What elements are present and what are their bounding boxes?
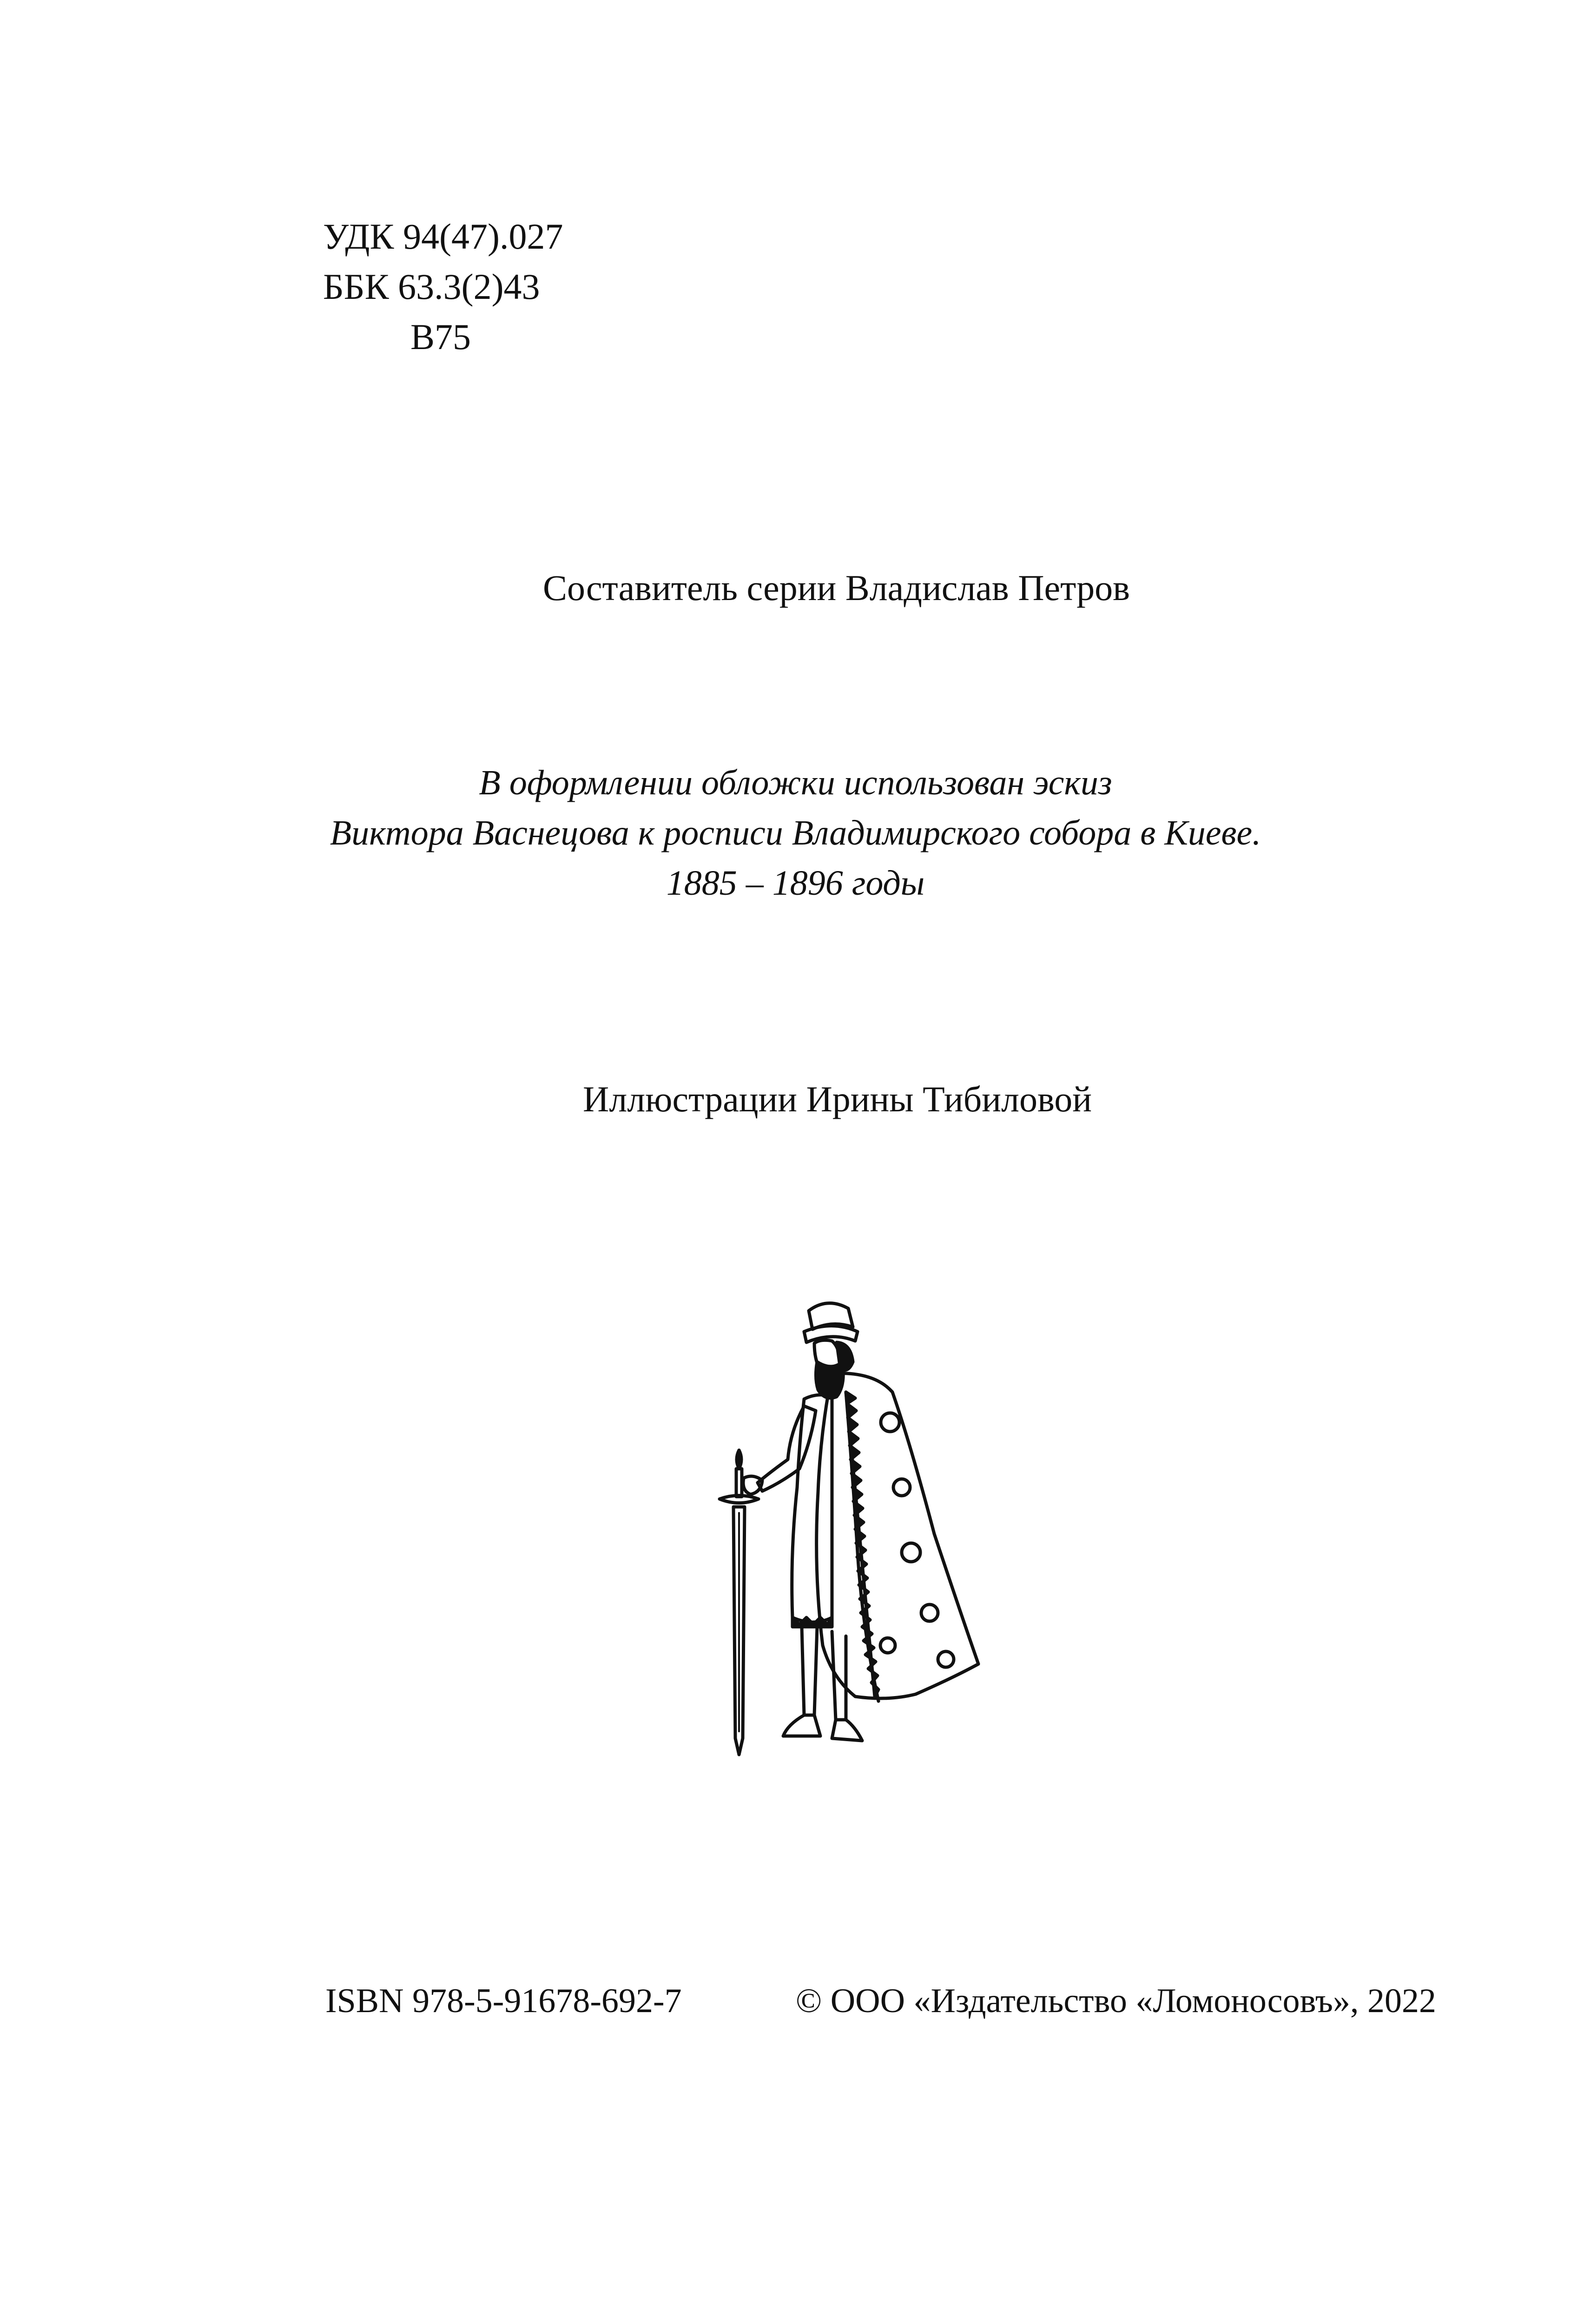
cover-note-line: В оформлении обложки использован эскиз	[479, 763, 1112, 802]
isbn: ISBN 978-5-91678-692-7	[325, 1982, 682, 2020]
cloak-ornament	[893, 1479, 910, 1496]
right-boot	[832, 1720, 862, 1741]
copyright: © ООО «Издательство «Ломоносовъ», 2022	[796, 1982, 1436, 2020]
warrior-illustration	[693, 1292, 1018, 1766]
cover-note	[0, 758, 1591, 908]
cloak	[817, 1373, 978, 1699]
classification-codes	[323, 211, 563, 362]
cloak-ornament	[881, 1413, 899, 1432]
illustrator-credit: Иллюстрации Ирины Тибиловой	[583, 1079, 1092, 1119]
sword-pommel	[737, 1450, 741, 1469]
cloak-ornament	[921, 1604, 938, 1621]
bbk-code: ББК 63.3(2)43	[323, 266, 540, 307]
hair	[837, 1342, 853, 1370]
series-compiler: Составитель серии Владислав Петров	[543, 568, 1130, 608]
cover-note-line: Виктора Васнецова к росписи Владимирского собора в Киеве.	[330, 813, 1261, 852]
warrior	[743, 1303, 978, 1741]
legs	[802, 1627, 846, 1720]
cover-note-dates: 1885 – 1896 годы	[666, 864, 925, 903]
cloak-ornament	[902, 1543, 920, 1562]
udk-code: УДК 94(47).027	[323, 216, 563, 257]
cloak-ornament	[880, 1638, 895, 1653]
sword	[720, 1450, 759, 1755]
sword-crossguard	[720, 1496, 759, 1503]
author-mark: В75	[410, 317, 471, 357]
sword-grip	[736, 1469, 742, 1497]
arm	[758, 1406, 816, 1491]
cloak-ornament	[938, 1651, 954, 1667]
cloak-trim	[846, 1392, 878, 1697]
left-boot	[783, 1715, 820, 1736]
